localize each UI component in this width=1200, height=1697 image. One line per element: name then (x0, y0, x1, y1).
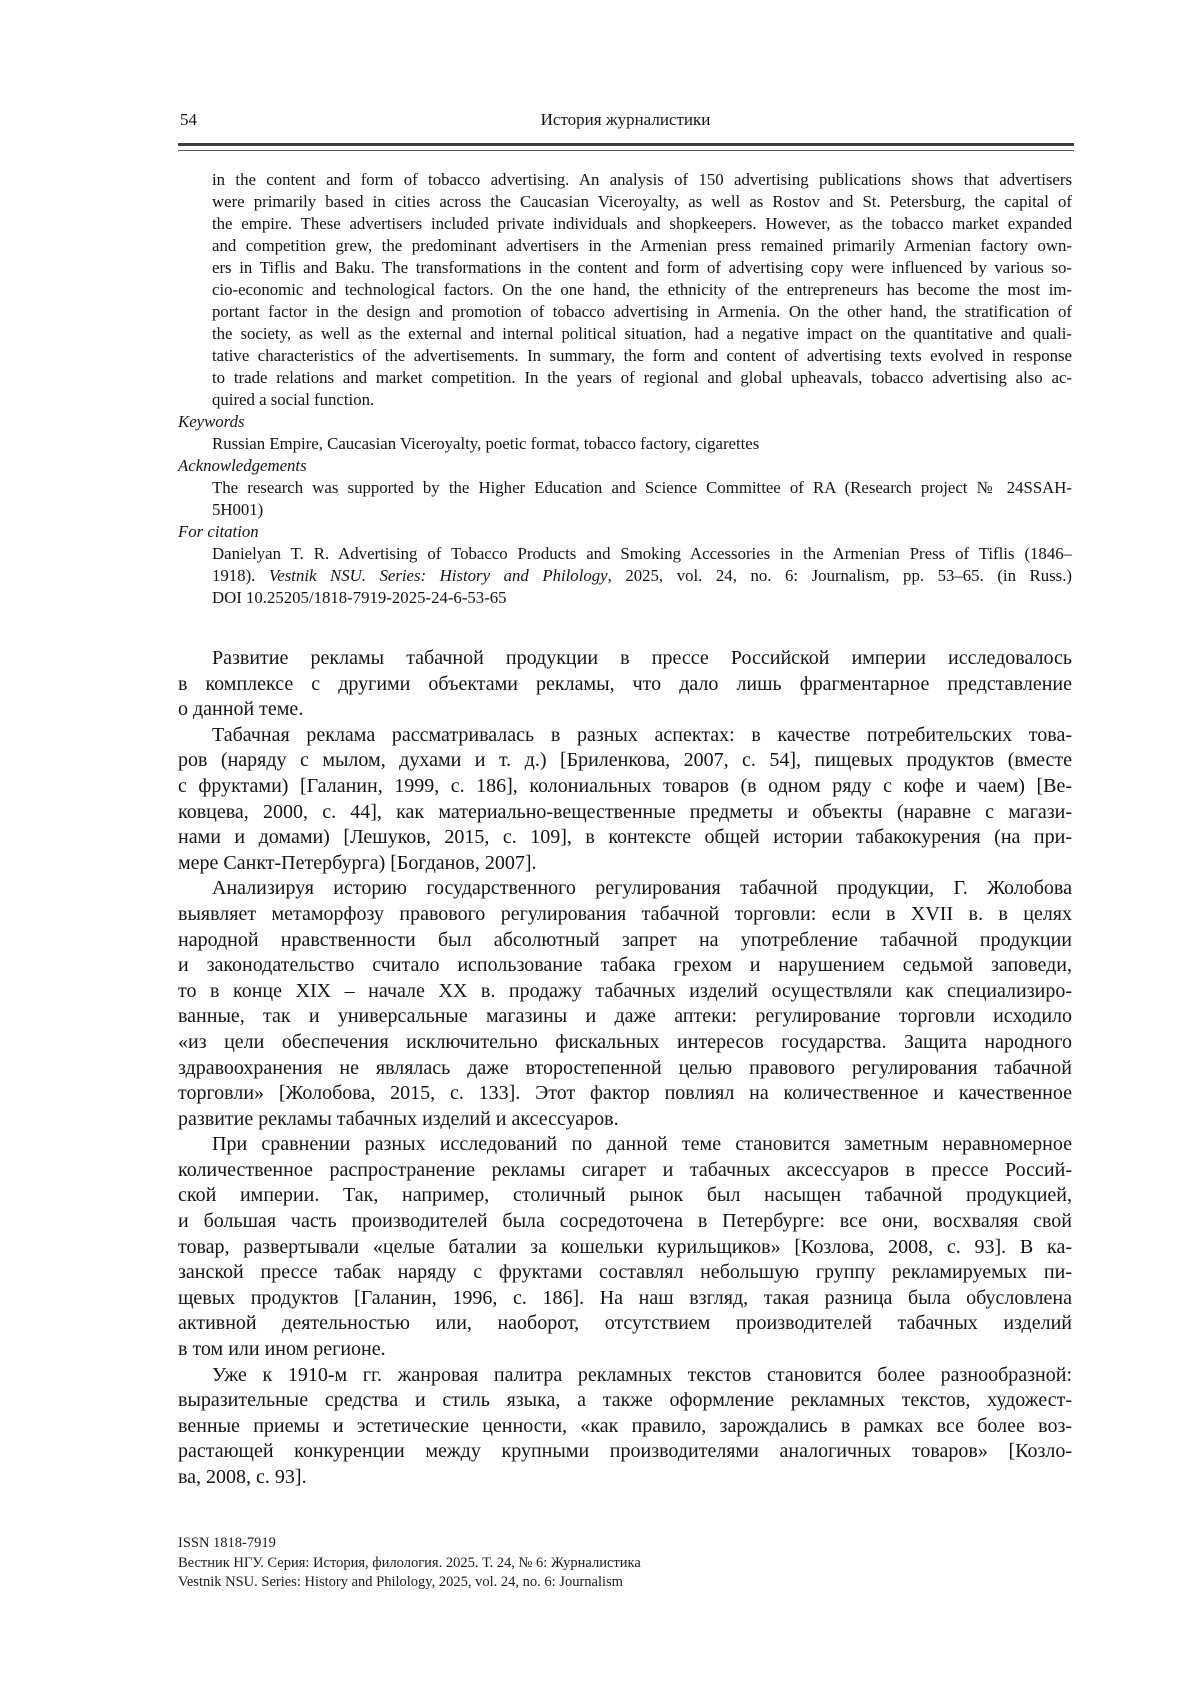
text-line: активной деятельностью или, наоборот, отсутствием производителей табачных изделий (178, 1312, 1072, 1335)
text-line: The research was supported by the Higher Education and Science Committee of RA (Research project № 24SSAH- (212, 478, 1072, 497)
text-line: выявляет метаморфозу правового регулирования табачной торговли: если в XVII в. в целях (178, 902, 1072, 925)
running-head-title: История журналистики (540, 110, 711, 129)
citation-block (212, 543, 1072, 609)
text-line: с фруктами) [Галанин, 1999, с. 186], колониальных товаров (в одном ряду с кофе и чаем) [Ве- (178, 774, 1072, 797)
text-line: quired a social function. (212, 390, 375, 409)
abstract-block (212, 169, 1072, 411)
text-line: and competition grew, the predominant advertisers in the Armenian press remained primarily Armenian factory own- (212, 236, 1072, 255)
text-line: Развитие рекламы табачной продукции в прессе Российской империи исследовалось (212, 647, 1072, 669)
text-line: то в конце XIX – начале XX в. продажу табачных изделий осуществляли как специализиро- (178, 979, 1072, 1002)
text-line: were primarily based in cities across the Caucasian Viceroyalty, as well as Rostov and St. Petersburg, the capital of (212, 192, 1072, 211)
text-line: в комплексе с другими объектами рекламы, что дало лишь фрагментарное представление (178, 672, 1072, 695)
text-line: Russian Empire, Caucasian Viceroyalty, poetic format, tobacco factory, cigarettes (212, 434, 760, 453)
text-line: the empire. These advertisers included private individuals and shopkeepers. However, as the tobacco market expanded (212, 214, 1072, 233)
keywords-block (212, 433, 1072, 455)
footer-journal-ru: Вестник НГУ. Серия: История, филология. 2025. Т. 24, № 6: Журналистика (178, 1554, 641, 1571)
text-line: cio-economic and technological factors. On the one hand, the ethnicity of the entrepreneurs has become the most im- (212, 280, 1072, 299)
text-line: «из цели обеспечения исключительно фискальных интересов государства. Защита народного (178, 1030, 1072, 1053)
for-citation-heading: For citation (178, 522, 259, 541)
article-body (178, 646, 1072, 1491)
text-line: мере Санкт-Петербурга) [Богданов, 2007]. (178, 851, 537, 874)
text-line: народной нравственности был абсолютный запрет на употребление табачной продукции (178, 928, 1072, 951)
text-line: здравоохранения не являлась даже второстепенной целью правового регулирования табачной (178, 1056, 1072, 1079)
text-line: ers in Tiflis and Baku. The transformations in the content and form of advertising copy were influenced by various so- (212, 258, 1072, 277)
text-line: выразительные средства и стиль языка, а также оформление рекламных текстов, художест- (178, 1389, 1072, 1412)
text-line: в том или ином регионе. (178, 1338, 386, 1361)
acknowledgements-block (212, 477, 1072, 521)
text-line: растающей конкуренции между крупными производителями аналогичных товаров» [Козло- (178, 1440, 1072, 1463)
citation-line-2-pre: 1918). (212, 566, 269, 585)
text-line: in the content and form of tobacco advertising. An analysis of 150 advertising publications shows that advertisers (212, 170, 1072, 189)
footer-journal-en: Vestnik NSU. Series: History and Philology, 2025, vol. 24, no. 6: Journalism (178, 1574, 623, 1590)
text-line: щевых продуктов [Галанин, 1996, с. 186]. На наш взгляд, такая разница была обусловлена (178, 1286, 1072, 1309)
text-line: ров (наряду с мылом, духами и т. д.) [Бриленкова, 2007, с. 54], пищевых продуктов (вместе (178, 749, 1072, 772)
text-line: Анализируя историю государственного регулирования табачной продукции, Г. Жолобова (212, 877, 1072, 900)
text-line: ковцева, 2000, с. 44], как материально-вещественные предметы и объекты (наравне с магази- (178, 800, 1072, 823)
text-line: ванные, так и универсальные магазины и даже аптеки: регулирование торговли исходило (178, 1005, 1072, 1028)
body-paragraph (178, 723, 1072, 877)
text-line: занской прессе табак наряду с фруктами составлял небольшую группу рекламируемых пи- (178, 1261, 1072, 1284)
text-line: и большая часть производителей была сосредоточена в Петербурге: все они, восхваляя свой (178, 1210, 1072, 1233)
body-paragraph (178, 1132, 1072, 1362)
text-line: to trade relations and market competition. In the years of regional and global upheavals, tobacco advertising also ac- (212, 368, 1072, 387)
page-footer (178, 1534, 878, 1593)
text-line: и законодательство считало использование табака грехом и нарушением седьмой заповеди, (178, 954, 1072, 977)
text-line: the society, as well as the external and internal political situation, had a negative impact on the quantitative and quali- (212, 324, 1072, 343)
body-paragraph (178, 1363, 1072, 1491)
text-line: о данной теме. (178, 698, 304, 721)
citation-line-2-post: , 2025, vol. 24, no. 6: Journalism, pp. 53–65. (in Russ.) (607, 566, 1072, 585)
text-line: торговли» [Жолобова, 2015, с. 133]. Этот фактор повлиял на количественное и качественное (178, 1082, 1072, 1105)
citation-journal-title: Vestnik NSU. Series: History and Philology (268, 566, 608, 585)
citation-doi: DOI 10.25205/1818-7919-2025-24-6-53-65 (212, 588, 507, 607)
text-line: Уже к 1910-м гг. жанровая палитра рекламных текстов становится более разнообразной: (212, 1363, 1072, 1386)
running-header (178, 110, 1073, 134)
text-line: portant factor in the design and promotion of tobacco advertising in Armenia. On the other hand, the stratification of (212, 302, 1072, 321)
front-matter (178, 169, 1072, 609)
header-double-rule (178, 143, 1074, 151)
text-line: ва, 2008, с. 93]. (178, 1466, 307, 1488)
text-line: ской империи. Так, например, столичный рынок был насыщен табачной продукцией, (178, 1184, 1072, 1207)
text-line: При сравнении разных исследований по данной теме становится заметным неравномерное (212, 1133, 1072, 1156)
body-paragraph (178, 646, 1072, 723)
text-line: венные приемы и эстетические ценности, «как правило, зарождались в рамках все более воз- (178, 1414, 1072, 1437)
text-line: tative characteristics of the advertisements. In summary, the form and content of advertising texts evolved in response (212, 346, 1072, 365)
text-line: развитие рекламы табачных изделий и аксессуаров. (178, 1107, 619, 1130)
page-number: 54 (180, 110, 197, 129)
text-line: 5H001) (212, 500, 264, 519)
acknowledgements-heading: Acknowledgements (178, 456, 307, 475)
citation-line-2 (212, 565, 1072, 587)
text-line: Табачная реклама рассматривалась в разных аспектах: в качестве потребительских това- (212, 723, 1072, 746)
text-line: нами и домами) [Лешуков, 2015, с. 109], в контексте общей истории табакокурения (на при- (178, 826, 1072, 849)
footer-issn: ISSN 1818-7919 (178, 1535, 276, 1551)
body-paragraph (178, 876, 1072, 1132)
citation-line-1: Danielyan T. R. Advertising of Tobacco Products and Smoking Accessories in the Armenian Press of Tiflis (1846– (212, 544, 1072, 563)
text-line: товар, развертывали «целые баталии за кошельки курильщиков» [Козлова, 2008, с. 93]. В ка- (178, 1235, 1072, 1258)
keywords-heading: Keywords (178, 412, 245, 431)
text-line: количественное распространение рекламы сигарет и табачных аксессуаров в прессе Россий- (178, 1158, 1072, 1181)
